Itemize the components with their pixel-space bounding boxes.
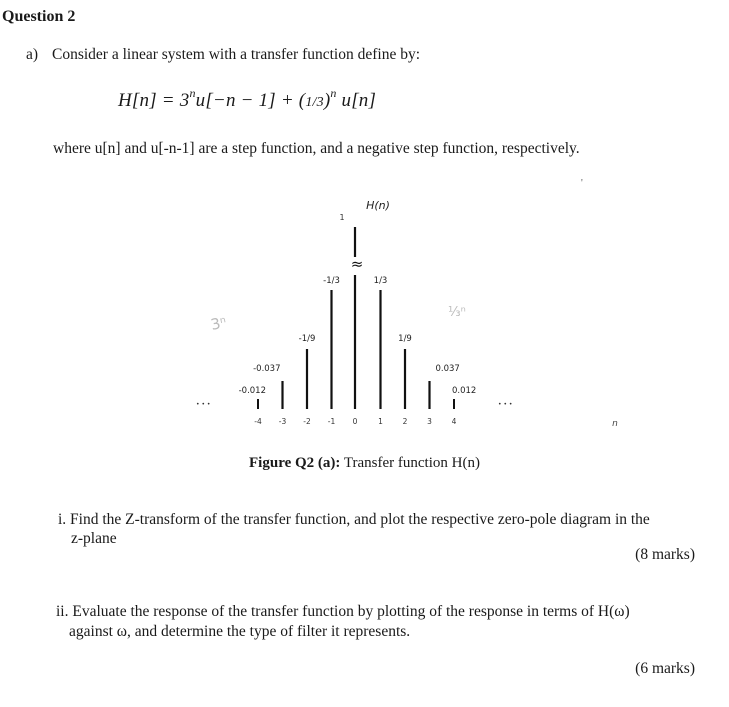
eq-close: ) [323,90,331,111]
caption-text: Transfer function H(n) [340,455,480,471]
question-ii [56,602,630,642]
break-symbol: ≈ [350,255,364,273]
point-label: 1/3 [373,276,388,286]
handwritten-left: 3ⁿ [209,313,229,334]
question-i-line2: z-plane [71,530,117,547]
x-tick-label: 0 [352,417,358,426]
x-tick-label: -2 [303,417,311,426]
marks-ii: (6 marks) [635,660,695,677]
part-a-text: Consider a linear system with a transfer function define by: [52,46,421,63]
handwritten-right: ⅓ⁿ [448,305,466,320]
stray-mark: ' [581,178,583,189]
caption-label: Figure Q2 (a): [249,455,341,471]
where-text: where u[n] and u[-n-1] are a step function, and a negative step function, respectively. [53,140,580,157]
point-label: -0.037 [253,364,281,374]
center-value-label: 1 [339,213,345,222]
x-tick-label: 1 [378,417,383,426]
x-tick-label: -4 [254,417,262,426]
point-label: 0.012 [452,386,477,396]
eq-mid: u[−n − 1] + ( [195,90,306,111]
point-label: 1/9 [398,334,412,344]
question-i-line1: i. Find the Z-transform of the transfer function, and plot the respective zero-pole diagram in the [58,511,650,528]
eq-exp2: n [330,86,337,100]
question-ii-line2: against ω, and determine the type of filter it represents. [69,623,411,640]
question-i [58,510,650,548]
eq-frac: 1/3 [305,95,324,110]
point-label: 0.037 [435,364,460,374]
question-ii-line1: ii. Evaluate the response of the transfer function by plotting of the response in terms of H(ω) [56,603,630,620]
point-label: -0.012 [238,386,266,396]
ellipsis-right: • • • [498,401,513,408]
ellipsis-left: • • • [196,401,211,408]
marks-i: (8 marks) [635,546,695,563]
chart-xlabel: n [612,419,618,429]
x-tick-label: -1 [327,417,336,426]
part-a-label: a) [26,46,39,63]
point-label: -1/3 [323,276,340,286]
point-label: -1/9 [298,334,316,344]
eq-tail: u[n] [336,90,377,111]
question-title: Question 2 [2,8,76,25]
figure-caption [0,455,729,472]
x-tick-label: 4 [451,417,457,426]
x-tick-label: 2 [402,417,408,426]
chart-title: H(n) [366,199,390,212]
eq-exp1: n [189,86,196,100]
eq-lhs: H[n] = 3 [118,90,190,111]
x-tick-label: 3 [427,417,432,426]
x-tick-label: -3 [278,417,287,426]
